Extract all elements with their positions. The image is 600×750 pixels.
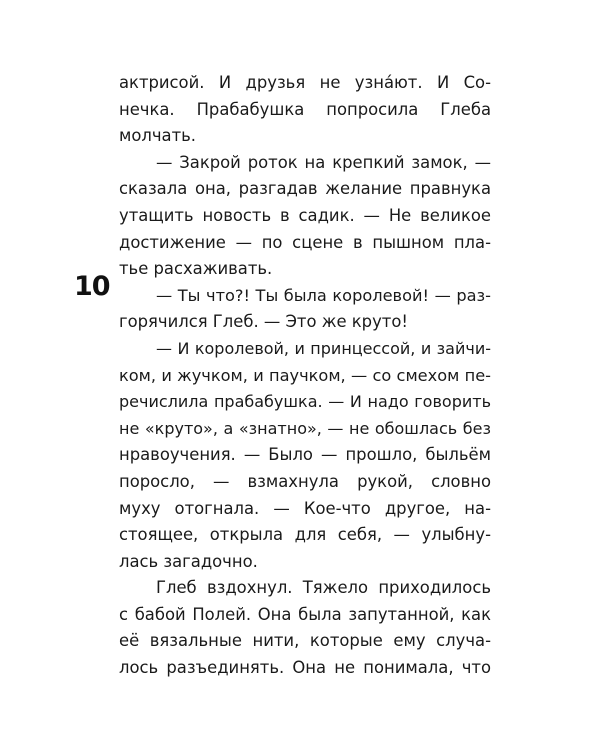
text-line: — Ты что?! Ты была королевой! — раз- (156, 285, 491, 305)
text-line: муху отогнала. — Кое-что другое, на- (119, 498, 491, 518)
text-line: нечка. Прабабушка попросила Глеба (119, 99, 491, 119)
text-line: — И королевой, и принцессой, и зайчи- (156, 338, 491, 358)
text-line: Глеб вздохнул. Тяжело приходилось (156, 578, 491, 598)
text-line: горячился Глеб. — Это же круто! (119, 312, 408, 332)
text-line: достижение — по сцене в пышном пла- (119, 232, 491, 252)
text-line: молчать. (119, 126, 197, 146)
text-line: с бабой Полей. Она была запутанной, как (119, 604, 491, 624)
text-line: тье расхаживать. (119, 259, 273, 279)
text-line: — Закрой роток на крепкий замок, — (156, 152, 491, 172)
text-line: не «круто», а «знатно», — не обошлась без (119, 418, 491, 438)
text-line: лось разъединять. Она не понимала, что (119, 658, 491, 678)
page-number: 10 (74, 271, 110, 302)
text-line: сказала она, разгадав желание правнука (119, 179, 491, 199)
text-line: утащить новость в садик. — Не великое (119, 205, 491, 225)
text-line: поросло, — взмахнула рукой, словно (119, 471, 491, 491)
text-line: стоящее, открыла для себя, — улыбну- (119, 525, 491, 545)
text-line: ком, и жучком, и паучком, — со смехом пе- (119, 365, 491, 385)
text-line: актрисой. И друзья не узна́ют. И Со- (119, 73, 491, 92)
text-line: нравоучения. — Было — прошло, быльём (119, 445, 491, 465)
text-line: речислила прабабушка. — И надо говорить (119, 392, 491, 412)
text-line: лась загадочно. (119, 551, 258, 571)
text-line: её вязальные нити, которые ему случа- (119, 631, 491, 651)
body-text (119, 70, 491, 682)
